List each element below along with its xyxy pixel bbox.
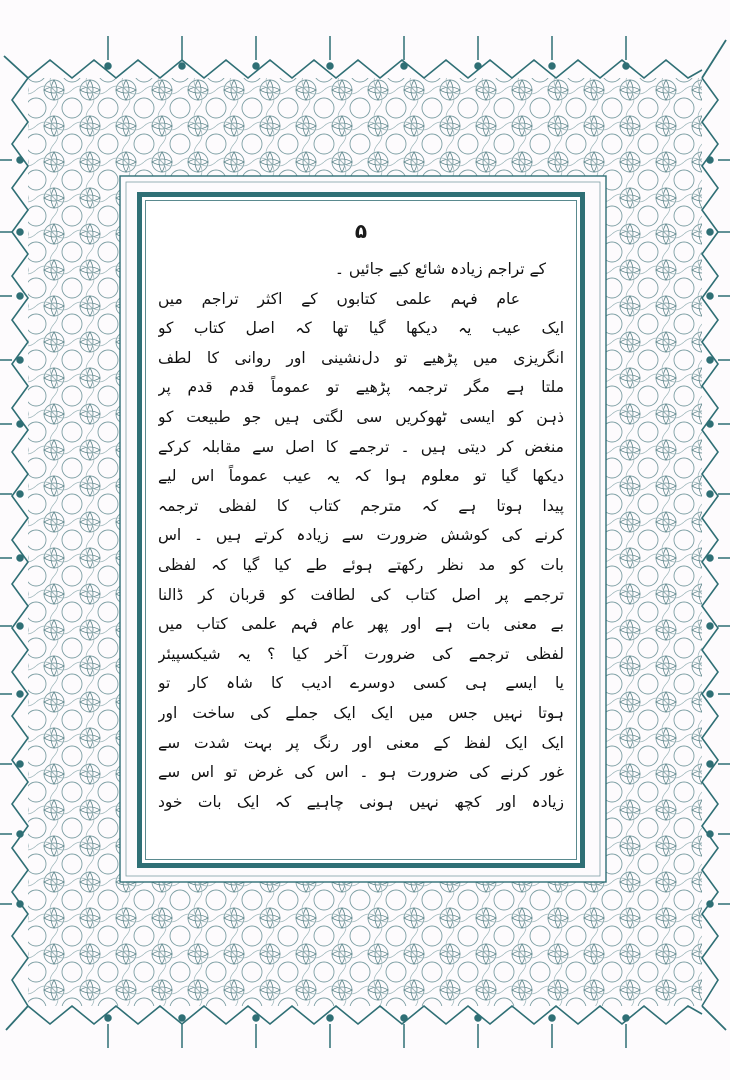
text-line: انگریزی میں پڑھیے تو دل‌نشینی اور روانی کا لطف	[158, 348, 564, 367]
text-line: ایک ایک لفظ کے معنی اور رنگ پر بہت شدت سے	[158, 733, 564, 752]
text-line: عام فہم علمی کتابوں کے اکثر تراجم میں	[158, 289, 520, 308]
body-text	[158, 255, 564, 817]
text-line: ذہن کو ایسی ٹھوکریں سی لگتی ہیں جو طبیعت کو	[158, 407, 564, 426]
text-line: لفظی ترجمے کی ضرورت آخر کیا ؟ یہ شیکسپیئر	[158, 644, 564, 663]
text-line: کرنے کی کوشش ضرورت سے زیادہ کرتے ہیں ۔ اس	[158, 526, 564, 545]
text-line: بے معنی بات ہے اور پھر عام فہم علمی کتاب میں	[158, 615, 564, 634]
text-line: زیادہ اور کچھ نہیں ہونی چاہیے کہ ایک بات خود	[158, 792, 564, 811]
text-line: ہوتا نہیں جس میں ایک ایک جملے کی ساخت اور	[158, 703, 564, 722]
text-line: غور کرنے کی ضرورت ہو ۔ اس کی غرض تو اس سے	[158, 763, 564, 782]
page-number: ۵	[354, 219, 368, 243]
text-line: بات کو مد نظر رکھتے ہوئے طے کیا گیا کہ لفظی	[158, 555, 564, 574]
text-line: منغض کر دیتی ہیں ۔ ترجمے کا اصل سے مقابلہ کرکے	[158, 437, 564, 456]
text-panel	[137, 192, 585, 868]
text-line: یا ایسے ہی کسی دوسرے ادیب کا شاہ کار تو	[158, 674, 564, 693]
text-line: پیدا ہوتا ہے کہ مترجم کتاب کا لفظی ترجمہ	[158, 496, 564, 515]
text-line: کے تراجم زیادہ شائع کیے جائیں ۔	[334, 260, 546, 278]
text-line: دیکھا گیا تو معلوم ہوا کہ یہ عیب عموماً اس لیے	[158, 467, 564, 486]
text-line: ملتا ہے مگر ترجمہ پڑھیے تو عموماً قدم قدم پر	[158, 378, 564, 397]
text-line: ایک عیب یہ دیکھا گیا تھا کہ اصل کتاب کو	[158, 319, 564, 338]
text-line: ترجمے پر اصل کتاب کی لطافت کو قربان کر ڈالنا	[158, 585, 564, 604]
